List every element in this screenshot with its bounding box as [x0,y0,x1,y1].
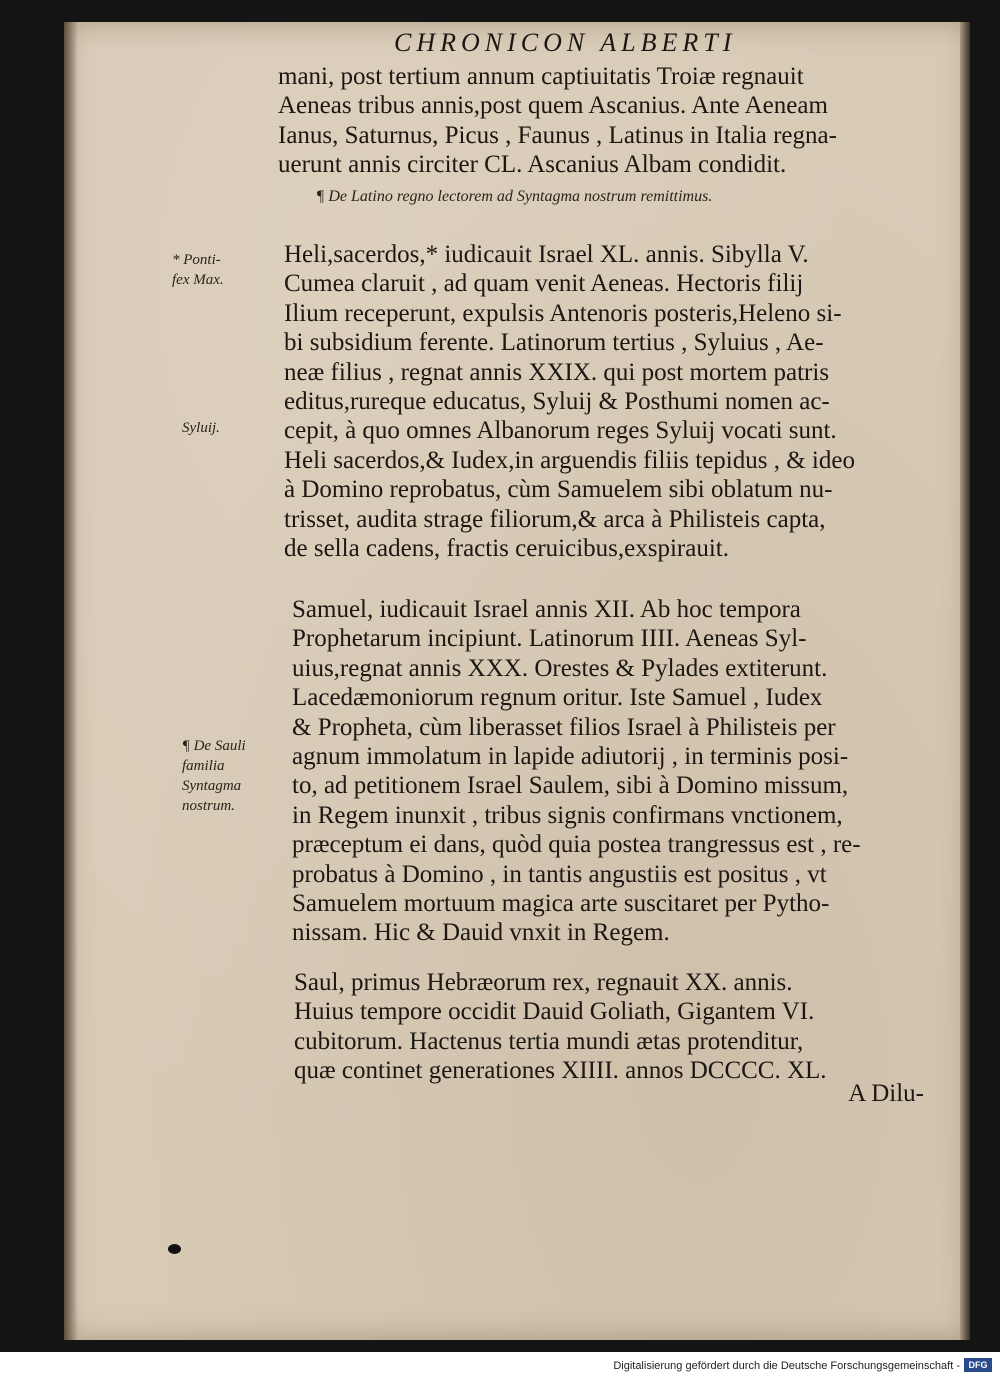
paragraph-2 [284,240,855,563]
text-line: Samuelem mortuum magica arte suscitaret per Pytho- [292,890,830,918]
text-line: præceptum ei dans, quòd quia postea trangressus est , re- [292,831,861,859]
text-line: & Propheta, cùm liberasset filios Israel à Philisteis per [292,713,836,741]
text-line: trisset, audita strage filiorum,& arca à Philisteis capta, [284,505,826,533]
text-line: cepit, à quo omnes Albanorum reges Syluij vocati sunt. [284,417,837,445]
margin-note-line: * Ponti- [172,252,221,268]
text-line: Lacedæmoniorum regnum oritur. Iste Samuel , Iudex [292,684,823,712]
funding-credit: Digitalisierung gefördert durch die Deutsche Forschungsgemeinschaft - [613,1360,960,1372]
text-line: agnum immolatum in lapide adiutorij , in terminis posi- [292,743,849,771]
text-line: mani, post tertium annum captiuitatis Troiæ regnauit [278,63,804,90]
text-line: Huius tempore occidit Dauid Goliath, Gigantem VI. [294,998,815,1026]
text-line: bi subsidium ferente. Latinorum tertius , Syluius , Ae- [284,329,824,357]
running-title: CHRONICON ALBERTI [394,28,737,57]
text-line: Ianus, Saturnus, Picus , Faunus , Latinus in Italia regna- [278,121,837,149]
ink-blot [168,1244,181,1254]
book-page [64,22,970,1340]
text-line: Prophetarum incipiunt. Latinorum IIII. Aeneas Syl- [292,625,807,653]
reference-note: ¶ De Latino regno lectorem ad Syntagma nostrum remittimus. [316,188,713,205]
text-line: de sella cadens, fractis ceruicibus,exspirauit. [284,535,729,563]
digitization-footer [0,1352,1000,1378]
text-line: neæ filius , regnat annis XXIX. qui post mortem patris [284,358,830,386]
text-line: Heli,sacerdos,* iudicauit Israel XL. annis. Sibylla V. [284,241,809,268]
text-line: uius,regnat annis XXX. Orestes & Pylades extiterunt. [292,654,828,682]
text-line: Cumea claruit , ad quam venit Aeneas. Hectoris filij [284,270,804,298]
margin-note-line: ¶ De Sauli [182,738,246,754]
text-line: nissam. Hic & Dauid vnxit in Regem. [292,919,670,947]
text-line: in Regem inunxit , tribus signis confirmans vnctionem, [292,801,843,829]
catchword: A Dilu- [848,1080,924,1107]
margin-note-pontifex [172,250,224,290]
margin-note-line: fex Max. [172,272,224,288]
margin-note-line: Syluij. [182,420,220,436]
page-gutter-shadow [64,22,78,1340]
margin-note-line: nostrum. [182,798,235,814]
text-line: Saul, primus Hebræorum rex, regnauit XX. annis. [294,969,793,996]
text-line: uerunt annis circiter CL. Ascanius Albam condidit. [278,151,787,179]
paragraph-3 [292,595,861,948]
paragraph-4 [294,968,827,1086]
text-line: cubitorum. Hactenus tertia mundi ætas protenditur, [294,1027,804,1055]
text-line: quæ continet generationes XIIII. annos DCCCC. XL. [294,1057,827,1085]
text-line: Ilium receperunt, expulsis Antenoris posteris,Heleno si- [284,299,842,327]
text-line: probatus à Domino , in tantis angustiis est positus , vt [292,860,827,888]
paragraph-1 [278,62,837,180]
margin-note-sylvii [182,418,220,438]
margin-note-line: familia [182,758,225,774]
text-line: Samuel, iudicauit Israel annis XII. Ab hoc tempora [292,596,801,623]
margin-note-line: Syntagma [182,778,242,794]
text-line: Aeneas tribus annis,post quem Ascanius. Ante Aeneam [278,92,828,120]
text-line: à Domino reprobatus, cùm Samuelem sibi oblatum nu- [284,476,833,504]
margin-note-sauli [182,736,246,816]
dfg-logo: DFG [964,1358,992,1372]
text-line: to, ad petitionem Israel Saulem, sibi à Domino missum, [292,772,849,800]
text-line: Heli sacerdos,& Iudex,in arguendis filiis tepidus , & ideo [284,446,855,474]
page-edge [960,22,970,1340]
text-line: editus,rureque educatus, Syluij & Posthumi nomen ac- [284,388,830,416]
